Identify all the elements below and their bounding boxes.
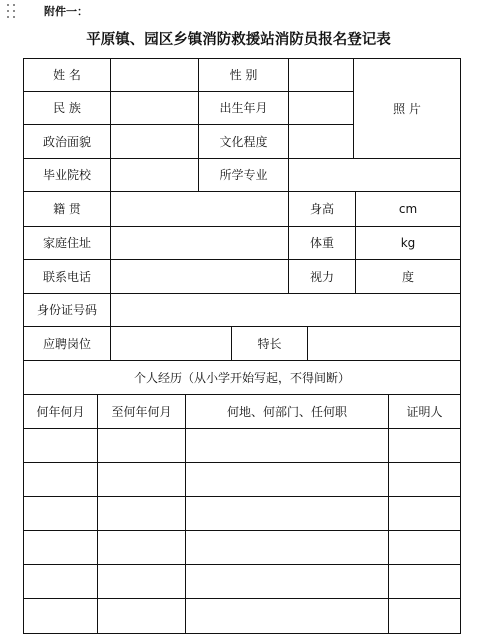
id-number-label: 身份证号码 bbox=[24, 294, 111, 327]
resume-cell[interactable] bbox=[98, 599, 186, 634]
major-label: 所学专业 bbox=[199, 159, 289, 192]
phone-field[interactable] bbox=[111, 260, 289, 294]
weight-field[interactable]: kg bbox=[356, 227, 461, 260]
political-status-field[interactable] bbox=[111, 125, 199, 159]
education-field[interactable] bbox=[289, 125, 354, 159]
resume-cell[interactable] bbox=[24, 497, 98, 531]
resume-cell[interactable] bbox=[389, 497, 461, 531]
resume-col-referee: 证明人 bbox=[389, 395, 461, 429]
resume-cell[interactable] bbox=[98, 429, 186, 463]
school-field[interactable] bbox=[111, 159, 199, 192]
id-number-field[interactable] bbox=[111, 294, 461, 327]
political-status-label: 政治面貌 bbox=[24, 125, 111, 159]
resume-cell[interactable] bbox=[24, 463, 98, 497]
school-label: 毕业院校 bbox=[24, 159, 111, 192]
resume-col-position: 何地、何部门、任何职 bbox=[186, 395, 389, 429]
resume-cell[interactable] bbox=[186, 497, 389, 531]
education-label: 文化程度 bbox=[199, 125, 289, 159]
resume-cell[interactable] bbox=[98, 497, 186, 531]
resume-cell[interactable] bbox=[389, 565, 461, 599]
resume-cell[interactable] bbox=[98, 565, 186, 599]
major-field[interactable] bbox=[289, 159, 461, 192]
resume-cell[interactable] bbox=[24, 599, 98, 634]
native-place-field[interactable] bbox=[111, 192, 289, 227]
vision-field[interactable]: 度 bbox=[356, 260, 461, 294]
resume-cell[interactable] bbox=[98, 463, 186, 497]
birth-field[interactable] bbox=[289, 92, 354, 125]
attachment-label: 附件一： bbox=[44, 5, 88, 18]
name-field[interactable] bbox=[111, 59, 199, 92]
position-label: 应聘岗位 bbox=[24, 327, 111, 361]
form-title: 平原镇、园区乡镇消防救援站消防员报名登记表 bbox=[86, 31, 391, 48]
registration-form-table bbox=[23, 58, 461, 634]
resume-cell[interactable] bbox=[186, 429, 389, 463]
resume-cell[interactable] bbox=[186, 565, 389, 599]
resume-cell[interactable] bbox=[389, 429, 461, 463]
resume-cell[interactable] bbox=[98, 531, 186, 565]
resume-col-from: 何年何月 bbox=[24, 395, 98, 429]
name-label: 姓 名 bbox=[24, 59, 111, 92]
resume-cell[interactable] bbox=[24, 429, 98, 463]
birth-label: 出生年月 bbox=[199, 92, 289, 125]
resume-cell[interactable] bbox=[24, 531, 98, 565]
height-field[interactable]: cm bbox=[356, 192, 461, 227]
skill-field[interactable] bbox=[308, 327, 461, 361]
resume-heading: 个人经历（从小学开始写起，不得间断） bbox=[24, 361, 461, 395]
resume-cell[interactable] bbox=[389, 463, 461, 497]
resume-cell[interactable] bbox=[24, 565, 98, 599]
vision-label: 视力 bbox=[289, 260, 356, 294]
gender-field[interactable] bbox=[289, 59, 354, 92]
drag-handle-icon[interactable] bbox=[6, 2, 18, 20]
address-field[interactable] bbox=[111, 227, 289, 260]
native-place-label: 籍 贯 bbox=[24, 192, 111, 227]
ethnicity-label: 民 族 bbox=[24, 92, 111, 125]
resume-cell[interactable] bbox=[186, 463, 389, 497]
ethnicity-field[interactable] bbox=[111, 92, 199, 125]
photo-box[interactable]: 照 片 bbox=[354, 59, 461, 159]
resume-cell[interactable] bbox=[389, 599, 461, 634]
gender-label: 性 别 bbox=[199, 59, 289, 92]
skill-label: 特长 bbox=[232, 327, 308, 361]
height-label: 身高 bbox=[289, 192, 356, 227]
weight-label: 体重 bbox=[289, 227, 356, 260]
resume-cell[interactable] bbox=[389, 531, 461, 565]
address-label: 家庭住址 bbox=[24, 227, 111, 260]
position-field[interactable] bbox=[111, 327, 232, 361]
resume-cell[interactable] bbox=[186, 599, 389, 634]
resume-col-to: 至何年何月 bbox=[98, 395, 186, 429]
phone-label: 联系电话 bbox=[24, 260, 111, 294]
resume-cell[interactable] bbox=[186, 531, 389, 565]
